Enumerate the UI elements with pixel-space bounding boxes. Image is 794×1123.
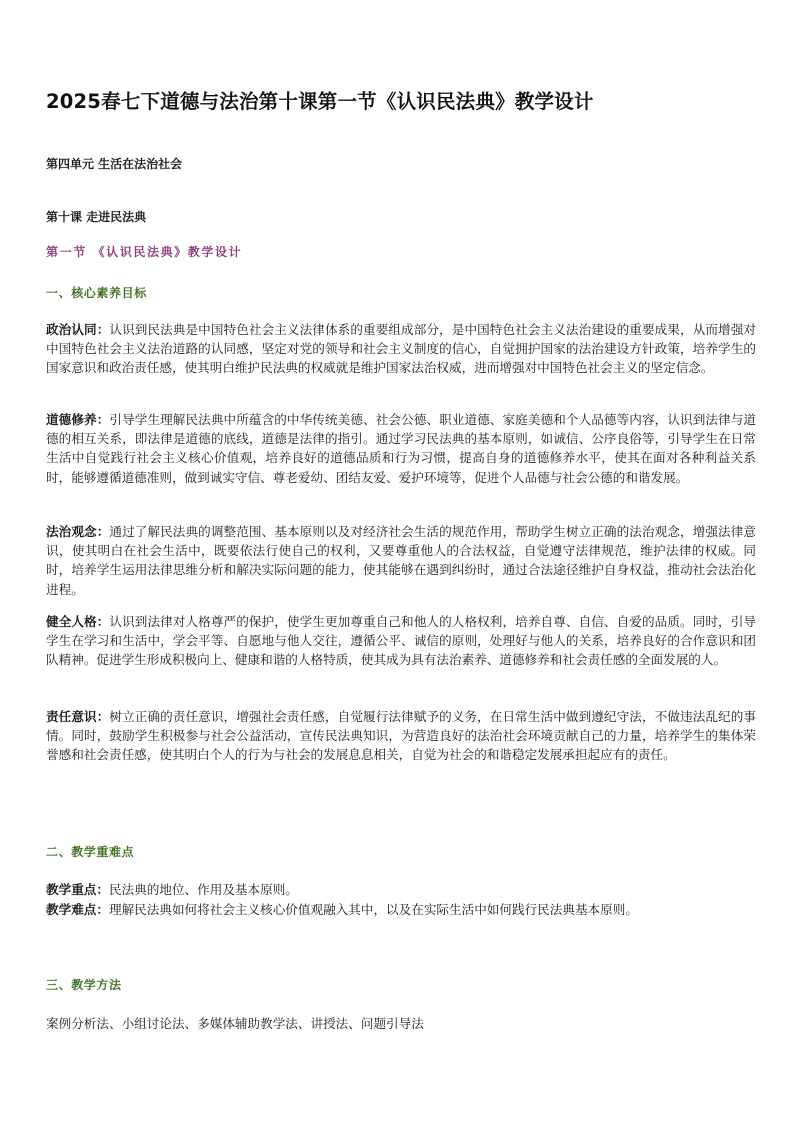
goal-sound-personality <box>46 612 756 670</box>
methods-heading: 三、教学方法 <box>46 978 122 992</box>
goal-text: 通过了解民法典的调整范围、基本原则以及对经济社会生活的规范作用，帮助学生树立正确的法治观念，增强法律意识，使其明白在社会生活中，既要依法行使自己的权利，又要尊重他人的合法权益，自觉遵守法律规范，维护法律的权威。同时，培养学生运用法律思维分析和解决实际问题的能力，使其能够在遇到纠纷时，通过合法途径维护自身权益，推动社会法治化进程。 <box>46 524 757 597</box>
document-title: 2025春七下道德与法治第十课第一节《认识民法典》教学设计 <box>46 90 594 113</box>
teaching-difficulty <box>46 900 766 919</box>
goal-responsibility <box>46 707 756 765</box>
goal-moral-cultivation <box>46 410 756 487</box>
section-heading: 第一节 《认识民法典》教学设计 <box>46 245 243 259</box>
goal-label: 法治观念： <box>46 524 110 539</box>
goal-political-identity <box>46 320 756 378</box>
goal-label: 道德修养： <box>46 412 110 427</box>
goal-text: 树立正确的责任意识，增强社会责任感，自觉履行法律赋予的义务，在日常生活中做到遵纪守法，不做违法乱纪的事情。同时，鼓励学生积极参与社会公益活动，宣传民法典知识，为营造良好的法治社会环境贡献自己的力量，培养学生的集体荣誉感和社会责任感，使其明白个人的行为与社会的发展息息相关，自觉为社会的和谐稳定发展承担起应有的责任。 <box>46 709 757 763</box>
core-goals-heading: 一、核心素养目标 <box>46 286 147 300</box>
unit-heading: 第四单元 生活在法治社会 <box>46 157 183 171</box>
goal-text: 认识到法律对人格尊严的保护，使学生更加尊重自己和他人的人格权利，培养自尊、自信、自爱的品质。同时，引导学生在学习和生活中，学会平等、自愿地与他人交往，遵循公平、诚信的原则，处理好与他人的关系，培养良好的合作意识和团队精神。促进学生形成积极向上、健康和谐的人格特质，使其成为具有法治素养、道德修养和社会责任感的全面发展的人。 <box>46 614 757 668</box>
goal-text: 引导学生理解民法典中所蕴含的中华传统美德、社会公德、职业道德、家庭美德和个人品德等内容，认识到法律与道德的相互关系，即法律是道德的底线，道德是法律的指引。通过学习民法典的基本原则，如诚信、公序良俗等，引导学生在日常生活中自觉践行社会主义核心价值观，培养良好的道德品质和行为习惯，提高自身的道德修养水平，使其在面对各种利益关系时，能够遵循道德准则，做到诚实守信、尊老爱幼、团结友爱、爱护环境等，促进个人品德与社会公德的和谐发展。 <box>46 412 757 485</box>
focus-label: 教学重点： <box>46 882 109 897</box>
goal-text: 认识到民法典是中国特色社会主义法律体系的重要组成部分，是中国特色社会主义法治建设的重要成果，从而增强对中国特色社会主义法治道路的认同感，坚定对党的领导和社会主义制度的信心，自觉拥护国家的法治建设方针政策，培养学生的国家意识和政治责任感，使其明白维护民法典的权威就是维护国家法治权威，进而增强对中国特色社会主义的坚定信念。 <box>46 322 757 376</box>
goal-label: 政治认同： <box>46 322 110 337</box>
goal-label: 健全人格： <box>46 614 110 629</box>
goal-label: 责任意识： <box>46 709 110 724</box>
difficulty-label: 教学难点： <box>46 902 109 917</box>
teaching-focus <box>46 880 766 899</box>
difficulty-text: 理解民法典如何将社会主义核心价值观融入其中，以及在实际生活中如何践行民法典基本原则。 <box>108 902 638 917</box>
key-points-heading: 二、教学重难点 <box>46 845 135 859</box>
lesson-heading: 第十课 走进民法典 <box>46 210 147 224</box>
goal-rule-of-law <box>46 522 756 599</box>
focus-text: 民法典的地位、作用及基本原则。 <box>108 882 298 897</box>
methods-text: 案例分析法、小组讨论法、多媒体辅助教学法、讲授法、问题引导法 <box>46 1016 424 1031</box>
